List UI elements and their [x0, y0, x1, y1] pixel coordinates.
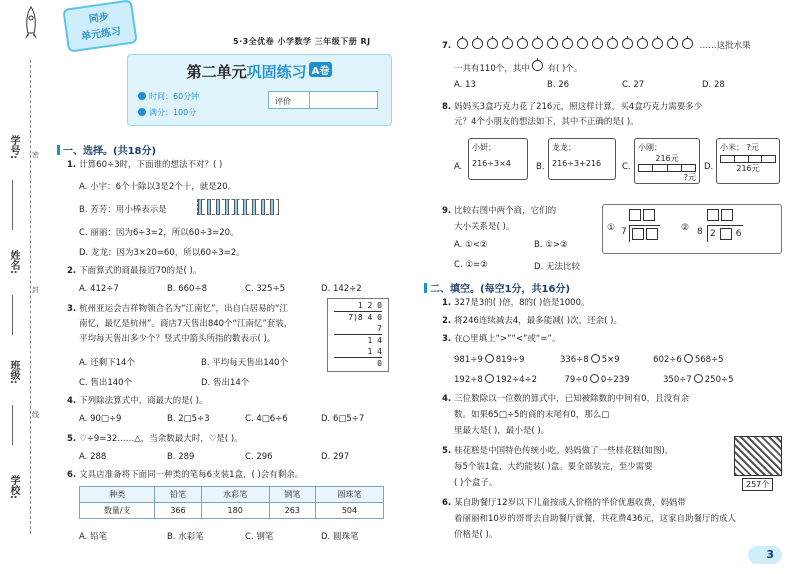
badge-line1: 同步 — [88, 11, 110, 26]
cake-count-label: 257个 — [742, 478, 773, 491]
q3-option-c: C. 售出140个 — [79, 378, 133, 388]
table-cell: 366 — [155, 503, 201, 519]
q7-option-a: A. 13 — [454, 80, 476, 90]
fill-q5-line2: 每5个装1盒，大约能装( )盒。要全部装完，至少需要 — [454, 462, 653, 472]
section1-title: 一、选择。(共18分) — [57, 142, 156, 157]
q8-option-d: D. — [704, 162, 714, 172]
page-title — [128, 61, 391, 82]
fill-q1: 1. 327是3的( )倍，8的( )倍是1000。 — [442, 298, 590, 308]
q2-text: 2. 下面算式的商最接近70的是( )。 — [67, 266, 202, 276]
osmanthus-cake-image — [734, 436, 782, 476]
q3-option-d: D. 售出14个 — [201, 378, 250, 388]
q1-text: 1. 计算60÷3时，下面谁的想法不对？( ) — [67, 160, 223, 170]
q2-option-c: C. 325÷5 — [245, 284, 286, 294]
q7-line1: 7. ……这批水果 — [442, 38, 751, 53]
cut-mark-seal: 密 — [32, 151, 39, 159]
student-id-line — [12, 180, 13, 230]
q1-option-d: D. 龙龙：因为3×20=60，所以60÷3=2。 — [79, 248, 245, 258]
q7-option-d: D. 28 — [702, 80, 725, 90]
table-cell: 数量/支 — [80, 503, 155, 519]
clock-icon — [138, 92, 146, 100]
q8-card-b: 龙龙： 216÷3+216 — [548, 138, 616, 180]
q8-option-a: A. — [454, 162, 463, 172]
class-line — [12, 405, 13, 445]
page-number: 3 — [748, 546, 782, 564]
compare-row2: 192÷8 192÷4÷2 79÷0 0÷239 350÷7 250÷5 — [454, 375, 734, 385]
long-division-diagram: 1 2 0 7)8 4 0 7 1 4 1 4 0 — [327, 298, 389, 372]
fill-q5-line1: 5. 桂花糕是中国特色传统小吃。妈妈做了一些桂花糕(如图)， — [442, 446, 674, 456]
q9-option-b: B. ①>② — [534, 240, 568, 250]
fill-q6-line3: 价格是( )。 — [454, 530, 498, 540]
q8-line2: 元？4个小朋友的想法如下，其中不正确的是( )。 — [454, 117, 639, 127]
badge-line2: 单元练习 — [80, 26, 122, 43]
q1-option-a: A. 小宇：6个十除以3是2个十，就是20。 — [79, 182, 237, 192]
q2-option-d: D. 142÷2 — [321, 284, 362, 294]
q9-line2: 大小关系是( )。 — [454, 222, 515, 232]
q8-card-a: 小妍： 216÷3×4 — [468, 138, 528, 180]
cut-line — [30, 60, 31, 534]
q3-line2: 南忆，最忆是杭州”。商店7天售出840个“江南忆”套装， — [79, 319, 293, 329]
q3-line3: 平均每天售出多少个？竖式中箭头所指的数表示( )。 — [79, 334, 276, 344]
title-prefix: 第二单元 — [186, 63, 247, 81]
q2-option-b: B. 660÷8 — [167, 284, 207, 294]
apple-icon — [532, 60, 543, 71]
name-label: 姓名: — [8, 250, 19, 274]
q5-option-d: D. 297 — [321, 452, 350, 462]
q8-line1: 8. 妈妈买3盒巧克力花了216元，照这样计算，买4盒巧克力需要多少 — [442, 102, 703, 112]
q7-option-b: B. 26 — [547, 80, 570, 90]
q4-option-b: B. 2□5÷3 — [167, 414, 210, 424]
table-cell: 180 — [201, 503, 269, 519]
left-column — [55, 0, 400, 574]
q3-line1: 3. 杭州亚运会吉祥物领合名为“江南忆”，出自白居易的“江 — [67, 304, 288, 314]
table-header: 钢笔 — [269, 487, 315, 503]
q3-option-a: A. 还剩下14个 — [79, 358, 135, 368]
q9-division-figure: ① 7 ② 8 2 6 — [602, 204, 782, 254]
table-cell: 263 — [269, 503, 315, 519]
rocket-icon — [22, 6, 40, 40]
name-line — [12, 295, 13, 335]
q8-option-c: C. — [622, 162, 631, 172]
q9-option-c: C. ①=② — [454, 260, 488, 270]
q5-option-c: C. 296 — [245, 452, 273, 462]
q8-option-b: B. — [536, 162, 545, 172]
q1-option-c: C. 丽丽：因为6÷3=2，所以60÷3=20。 — [79, 228, 239, 238]
right-column — [412, 0, 797, 574]
table-header: 种类 — [80, 487, 155, 503]
q5-option-b: B. 289 — [167, 452, 195, 462]
q9-option-d: D. 无法比较 — [534, 262, 580, 272]
cut-mark-line: 线 — [32, 411, 39, 419]
pens-table — [79, 486, 384, 519]
q4-text: 4. 下列除法算式中，商最大的是( )。 — [67, 396, 208, 406]
binding-margin — [0, 0, 50, 574]
fill-q4-line3: 里最大是( )，最小是( )。 — [454, 426, 550, 436]
q6-option-c: C. 钢笔 — [245, 532, 274, 542]
level-badge: A卷 — [309, 62, 333, 77]
q5-option-a: A. 288 — [79, 452, 107, 462]
fill-q3: 3. 在○里填上“>”“<”或“=”。 — [442, 334, 561, 344]
fruit-sequence-image — [457, 38, 697, 53]
q9-line1: 9. 比较右图中两个商，它们的 — [442, 206, 557, 216]
score-info: 满分：100分 — [138, 107, 196, 118]
cut-mark-close: 封 — [32, 286, 39, 294]
compare-row1: 981÷9 819÷9 336÷8 5×9 602÷6 568÷5 — [454, 355, 724, 365]
title-highlight: 巩固练习 — [246, 63, 307, 81]
class-label: 班级: — [8, 360, 19, 384]
student-id-label: 学号: — [8, 135, 19, 159]
school-label: 学校: — [8, 475, 19, 499]
q4-option-c: C. 4□6÷6 — [245, 414, 288, 424]
fill-q5-line3: ( )个盒子。 — [454, 478, 498, 488]
q6-option-b: B. 水彩笔 — [167, 532, 204, 542]
series-info: 5·3全优卷 小学数学 三年级下册 RJ — [233, 37, 371, 46]
q8-card-d: 小米： ?元 216元 — [716, 138, 780, 184]
time-info: 时间：60分钟 — [138, 91, 199, 102]
table-header: 铅笔 — [155, 487, 201, 503]
fill-q6-line1: 6. 某自助餐厅12岁以下儿童按成人价格的半价优惠收费，妈妈带 — [442, 498, 686, 508]
q5-text: 5. ♡÷9=32……△，当余数最大时，♡是( )。 — [67, 434, 243, 444]
q8-card-c: 小刚： 216元 ?元 — [634, 138, 700, 184]
q9-option-a: A. ①<② — [454, 240, 488, 250]
q4-option-a: A. 90□÷9 — [79, 414, 122, 424]
q2-option-a: A. 412÷7 — [79, 284, 119, 294]
q6-option-a: A. 铅笔 — [79, 532, 108, 542]
fill-q4-line1: 4. 三位数除以一位数的算式中，已知被除数的中间有0，且没有余 — [442, 394, 690, 404]
q6-option-d: D. 圆珠笔 — [321, 532, 359, 542]
table-header: 圆珠笔 — [315, 487, 383, 503]
q3-option-b: B. 平均每天售出140个 — [201, 358, 288, 368]
fill-q2: 2. 将246连续减去4，最多能减( )次，还余( )。 — [442, 316, 622, 326]
fill-q6-line2: 着丽丽和10岁的哥哥去自助餐厅就餐，共花费436元，这家自助餐厅的成人 — [454, 514, 737, 524]
table-cell: 504 — [315, 503, 383, 519]
evaluation-box: 评价 — [268, 91, 378, 109]
q4-option-d: D. 6□5÷7 — [321, 414, 365, 424]
stick-bundles-image — [197, 199, 279, 215]
q6-text: 6. 文具店准备将下面同一种类的笔每6支装1盒，( )会有剩余。 — [67, 470, 304, 480]
unit-badge — [65, 4, 135, 52]
q1-option-b: B. 芳芳：用小棒表示是 — [79, 205, 167, 215]
title-banner — [127, 54, 392, 126]
q7-option-c: C. 27 — [622, 80, 645, 90]
section2-title: 二、填空。(每空1分，共16分) — [424, 280, 570, 295]
fill-q4-line2: 数。如果65□÷5的商的末尾有0，那么□ — [454, 410, 610, 420]
star-icon — [138, 108, 146, 116]
table-header: 水彩笔 — [201, 487, 269, 503]
q7-line2: 一共有110个，其中 有( )个。 — [454, 60, 582, 75]
